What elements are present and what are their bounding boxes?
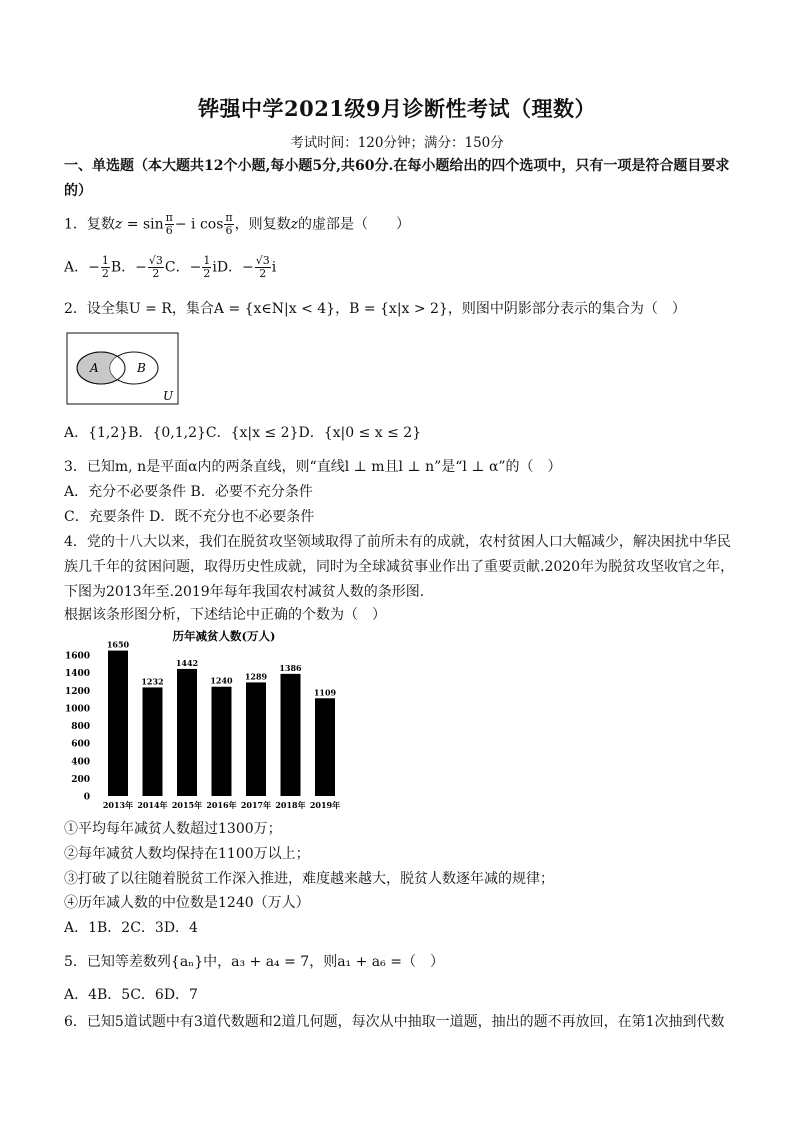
question-4-line2: 族几千年的贫困问题，取得历史性成就，同时为全球减贫事业作出了重要贡献.2020年为脱贫攻坚收官之年， (64, 559, 735, 575)
q2-options: A．{1,2}B．{0,1,2}C．{x|x ≤ 2}D．{x|0 ≤ x ≤ 2} (64, 425, 422, 441)
question-1: 1．复数z = sin $\frac{\pi}{6}$ − i cos $\frac{\pi}{6}$ ，则复数z的虚部是（ ） (64, 211, 411, 237)
question-2: 2．设全集U = R，集合A = {x∈N|x < 4}，B = {x|x > 2}，则图中阴影部分表示的集合为（ ） (64, 301, 686, 317)
venn-diagram (66, 332, 180, 406)
section-heading-cont: 的） (64, 183, 92, 199)
y-tick-label: 400 (71, 757, 90, 768)
bar-value-label: 1232 (141, 676, 164, 687)
x-tick-label: 2016年 (206, 800, 237, 810)
q1-prefix: 1．复数 (64, 216, 115, 233)
question-3: 3．已知m, n是平面α内的两条直线，则“直线l ⊥ m且l ⊥ n”是“l ⊥ α”的（ ） (64, 459, 562, 475)
x-tick-label: 2017年 (240, 800, 272, 810)
y-tick-label: 1600 (64, 651, 90, 662)
q4-statement-4: ④历年减人数的中位数是1240（万人） (64, 895, 310, 911)
y-tick-label: 1400 (64, 669, 90, 680)
y-tick-label: 1000 (64, 704, 90, 715)
q3-options-ab: A．充分不必要条件 B．必要不充分条件 (64, 484, 313, 500)
x-tick-label: 2014年 (137, 800, 168, 810)
x-tick-label: 2018年 (275, 800, 306, 810)
q1-options: A．− $\frac{1}{2}$ B．− $\frac{√3}{2}$ C．− $\frac{1}{2}$ iD．− $\frac{√3}{2}$ i (64, 254, 277, 280)
exam-info: 考试时间：120分钟；满分：150分 (290, 135, 504, 151)
venn-label-u: U (163, 389, 174, 403)
x-tick-label: 2015年 (171, 800, 203, 810)
y-tick-label: 200 (71, 774, 90, 785)
bar-value-label: 1109 (313, 687, 337, 698)
y-tick-label: 800 (71, 722, 90, 732)
question-4-line1: 4．党的十八大以来，我们在脱贫攻坚领域取得了前所未有的成就，农村贫困人口大幅减少，解决困扰中华民 (64, 534, 731, 550)
q5-options: A．4B．5C．6D．7 (64, 987, 198, 1003)
q4-statement-2: ②每年减贫人数均保持在1100万以上； (64, 846, 310, 862)
y-tick-label: 0 (83, 792, 90, 803)
y-tick-label: 600 (71, 739, 90, 750)
bar-value-label: 1289 (244, 671, 268, 682)
question-4-line4: 根据该条形图分析，下述结论中正确的个数为（ ） (64, 607, 386, 623)
q4-statement-1: ①平均每年减贫人数超过1300万； (64, 821, 282, 837)
bar (212, 687, 232, 796)
q3-options-cd: C．充要条件 D．既不充分也不必要条件 (64, 509, 315, 525)
y-tick-label: 1200 (64, 686, 90, 697)
x-tick-label: 2013年 (102, 800, 134, 810)
question-5: 5．已知等差数列{aₙ}中，a₃ + a₄ = 7，则a₁ + a₆ =（ ） (64, 954, 444, 970)
venn-label-b: B (137, 361, 146, 375)
page-title: 铧强中学2021级9月诊断性考试（理数） (197, 96, 597, 121)
q1-suffix: 的虚部是（ ） (298, 216, 411, 233)
question-4-line3: 下图为2013年至.2019年每年我国农村减贫人数的条形图. (64, 584, 425, 600)
question-6: 6．已知5道试题中有3道代数题和2道几何题，每次从中抽取一道题，抽出的题不再放回，在第1次抽到代数 (64, 1014, 725, 1030)
bar (143, 687, 163, 796)
q4-statement-3: ③打破了以往随着脱贫工作深入推进，难度越来越大，脱贫人数逐年减的规律； (64, 871, 554, 887)
chart-title: 历年减贫人数(万人) (172, 629, 276, 643)
bar-chart (62, 628, 362, 818)
q1-mid: ，则复数 (234, 216, 291, 233)
bar-value-label: 1650 (106, 639, 130, 650)
bar (108, 651, 128, 796)
bar (315, 698, 335, 796)
venn-label-a: A (90, 361, 99, 375)
bar (281, 674, 301, 796)
q4-options: A．1B．2C．3D．4 (64, 920, 198, 936)
bar-value-label: 1386 (279, 662, 302, 673)
section-heading: 一、单选题（本大题共12个小题,每小题5分,共60分.在每小题给出的四个选项中，只有一项是符合题目要求 (64, 158, 730, 174)
bar (246, 682, 266, 796)
bar-value-label: 1442 (175, 657, 199, 668)
x-tick-label: 2019年 (309, 800, 341, 810)
bar (177, 669, 197, 796)
bar-value-label: 1240 (210, 675, 233, 686)
